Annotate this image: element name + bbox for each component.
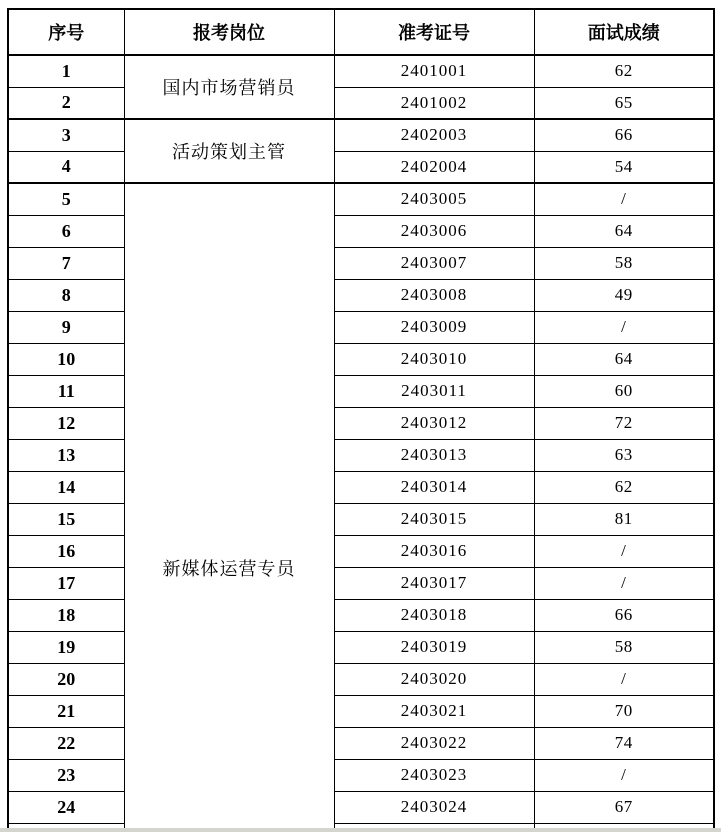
ticket-cell: 2403010	[334, 343, 534, 375]
serial-cell: 4	[8, 151, 124, 183]
ticket-cell: 2403022	[334, 727, 534, 759]
ticket-cell: 2403005	[334, 183, 534, 215]
serial-cell: 12	[8, 407, 124, 439]
ticket-cell: 2403009	[334, 311, 534, 343]
serial-cell: 16	[8, 535, 124, 567]
score-cell: 58	[534, 247, 714, 279]
serial-cell: 15	[8, 503, 124, 535]
ticket-cell: 2401002	[334, 87, 534, 119]
position-label: 活动策划主管	[172, 142, 286, 162]
ticket-cell: 2403006	[334, 215, 534, 247]
score-cell: 65	[534, 87, 714, 119]
column-header-col-score: 面试成绩	[534, 9, 714, 55]
table-row	[8, 279, 714, 311]
serial-cell: 3	[8, 119, 124, 151]
score-cell: 66	[534, 599, 714, 631]
score-cell: 64	[534, 343, 714, 375]
score-cell: 64	[534, 215, 714, 247]
header-row	[8, 9, 714, 55]
score-cell: /	[534, 759, 714, 791]
serial-cell: 9	[8, 311, 124, 343]
serial-cell: 8	[8, 279, 124, 311]
ticket-cell: 2403020	[334, 663, 534, 695]
score-cell: /	[534, 535, 714, 567]
table-row	[8, 759, 714, 791]
position-label: 国内市场营销员	[162, 78, 296, 98]
serial-cell: 13	[8, 439, 124, 471]
table-row	[8, 183, 714, 215]
score-cell: /	[534, 567, 714, 599]
serial-cell: 14	[8, 471, 124, 503]
score-cell: 72	[534, 407, 714, 439]
score-cell: 60	[534, 375, 714, 407]
table-row	[8, 567, 714, 599]
ticket-cell: 2403021	[334, 695, 534, 727]
ticket-cell: 2403017	[334, 567, 534, 599]
serial-cell: 10	[8, 343, 124, 375]
table-row	[8, 695, 714, 727]
table-row	[8, 311, 714, 343]
ticket-cell: 2403012	[334, 407, 534, 439]
ticket-cell: 2403016	[334, 535, 534, 567]
serial-cell: 21	[8, 695, 124, 727]
ticket-cell: 2403013	[334, 439, 534, 471]
table-row	[8, 727, 714, 759]
table-row	[8, 215, 714, 247]
serial-cell: 20	[8, 663, 124, 695]
position-label: 新媒体运营专员	[162, 559, 296, 579]
serial-cell: 5	[8, 183, 124, 215]
score-cell: /	[534, 311, 714, 343]
table-row	[8, 407, 714, 439]
score-cell: 70	[534, 695, 714, 727]
score-cell: /	[534, 663, 714, 695]
score-cell: 67	[534, 791, 714, 823]
serial-cell: 23	[8, 759, 124, 791]
table-row	[8, 471, 714, 503]
position-cell	[124, 119, 334, 183]
serial-cell: 11	[8, 375, 124, 407]
score-cell: 74	[534, 727, 714, 759]
score-cell: 58	[534, 631, 714, 663]
ticket-cell: 2401001	[334, 55, 534, 87]
table-row	[8, 599, 714, 631]
serial-cell: 6	[8, 215, 124, 247]
table-row	[8, 375, 714, 407]
ticket-cell: 2403015	[334, 503, 534, 535]
serial-cell: 18	[8, 599, 124, 631]
position-cell	[124, 55, 334, 119]
serial-cell: 17	[8, 567, 124, 599]
serial-cell: 2	[8, 87, 124, 119]
serial-cell: 7	[8, 247, 124, 279]
table-header	[8, 9, 714, 55]
column-header-col-position: 报考岗位	[124, 9, 334, 55]
table-row	[8, 439, 714, 471]
score-cell: 49	[534, 279, 714, 311]
score-cell: 62	[534, 55, 714, 87]
table-row	[8, 247, 714, 279]
column-header-col-ticket: 准考证号	[334, 9, 534, 55]
score-cell: 81	[534, 503, 714, 535]
ticket-cell: 2403007	[334, 247, 534, 279]
table-row	[8, 535, 714, 567]
position-cell	[124, 183, 334, 832]
score-cell: 66	[534, 119, 714, 151]
score-cell: 63	[534, 439, 714, 471]
table-row	[8, 151, 714, 183]
score-cell: /	[534, 183, 714, 215]
ticket-cell: 2403018	[334, 599, 534, 631]
ticket-cell: 2403019	[334, 631, 534, 663]
serial-cell: 22	[8, 727, 124, 759]
table-row	[8, 343, 714, 375]
ticket-cell: 2403023	[334, 759, 534, 791]
table-row	[8, 87, 714, 119]
table-row	[8, 503, 714, 535]
table-row	[8, 119, 714, 151]
page-edge-strip	[0, 828, 721, 832]
table-row	[8, 663, 714, 695]
interview-score-table	[7, 8, 715, 832]
score-cell: 54	[534, 151, 714, 183]
column-header-col-serial: 序号	[8, 9, 124, 55]
ticket-cell: 2403008	[334, 279, 534, 311]
table-row	[8, 631, 714, 663]
ticket-cell: 2402004	[334, 151, 534, 183]
ticket-cell: 2402003	[334, 119, 534, 151]
ticket-cell: 2403024	[334, 791, 534, 823]
serial-cell: 1	[8, 55, 124, 87]
serial-cell: 19	[8, 631, 124, 663]
table-row	[8, 55, 714, 87]
serial-cell: 24	[8, 791, 124, 823]
score-cell: 62	[534, 471, 714, 503]
table-row	[8, 791, 714, 823]
ticket-cell: 2403014	[334, 471, 534, 503]
ticket-cell: 2403011	[334, 375, 534, 407]
